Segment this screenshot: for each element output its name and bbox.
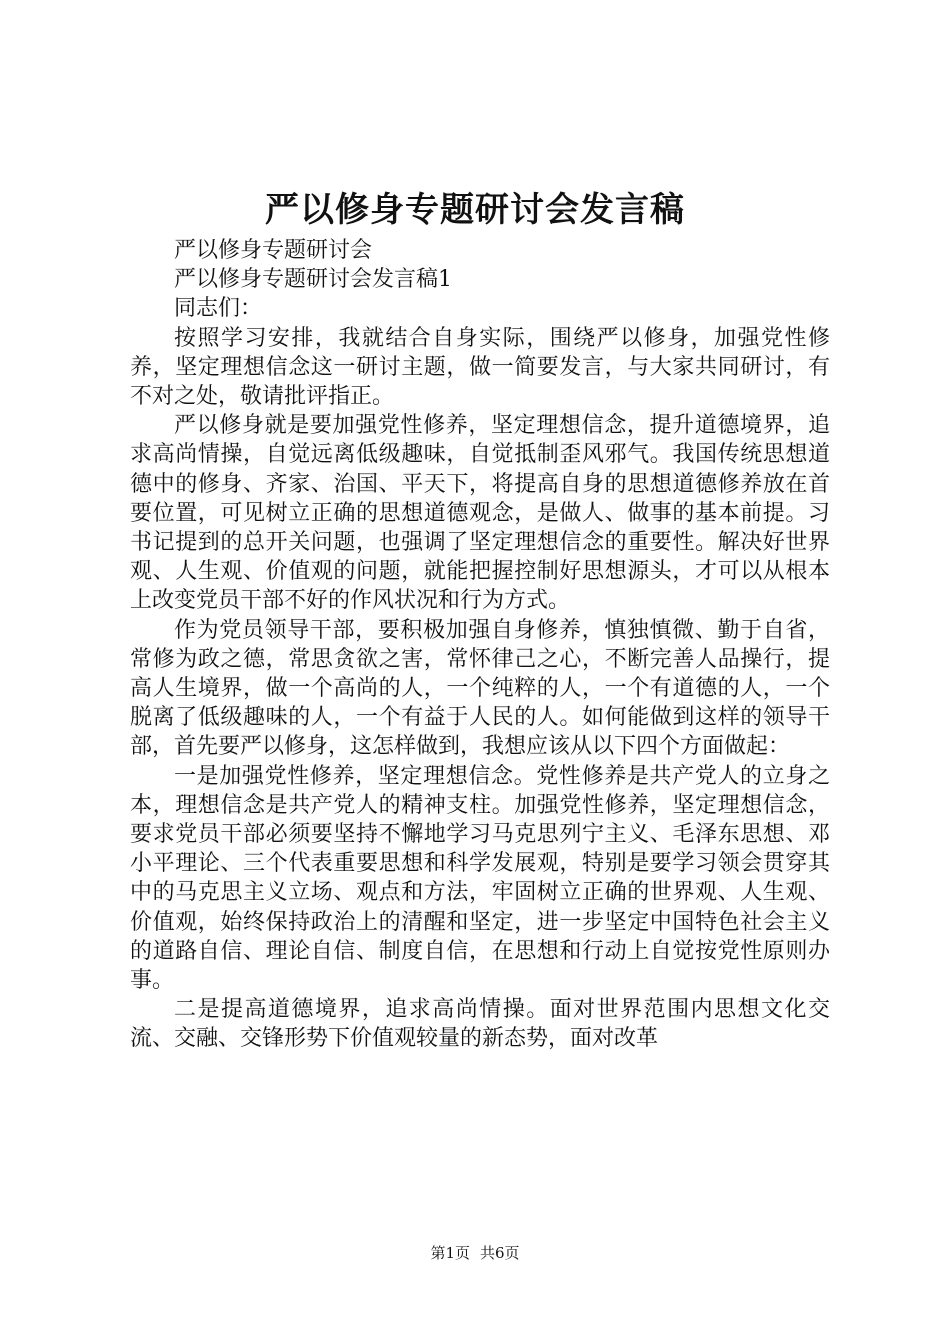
page-total: 共6页 xyxy=(480,1244,520,1262)
paragraph: 二是提高道德境界，追求高尚情操。面对世界范围内思想文化交流、交融、交锋形势下价值观较量的新态势，面对改革 xyxy=(130,997,830,1052)
document-body xyxy=(130,236,830,1054)
page-number: 第1页 xyxy=(430,1244,470,1262)
paragraph: 严以修身就是要加强党性修养，坚定理想信念，提升道德境界，追求高尚情操，自觉远离低级趣味，自觉抵制歪风邪气。我国传统思想道德中的修身、齐家、治国、平天下，将提高自身的思想道德修养放在首要位置，可见树立正确的思想道德观念，是做人、做事的基本前提。习书记提到的总开关问题，也强调了坚定理想信念的重要性。解决好世界观、人生观、价值观的问题，就能把握控制好思想源头，才可以从根本上改变党员干部不好的作风状况和行为方式。 xyxy=(130,413,830,614)
paragraph: 一是加强党性修养，坚定理想信念。党性修养是共产党人的立身之本，理想信念是共产党人的精神支柱。加强党性修养，坚定理想信念，要求党员干部必须要坚持不懈地学习马克思列宁主义、毛泽东思想、邓小平理论、三个代表重要思想和科学发展观，特别是要学习领会贯穿其中的马克思主义立场、观点和方法，牢固树立正确的世界观、人生观、价值观，始终保持政治上的清醒和坚定，进一步坚定中国特色社会主义的道路自信、理论自信、制度自信，在思想和行动上自觉按党性原则办事。 xyxy=(130,763,830,994)
page-footer xyxy=(0,1242,950,1264)
paragraph: 严以修身专题研讨会 xyxy=(174,238,373,263)
paragraph: 同志们： xyxy=(174,296,263,322)
document-title: 严以修身专题研讨会发言稿 xyxy=(265,190,685,230)
paragraph: 严以修身专题研讨会发言稿1 xyxy=(174,267,452,293)
paragraph: 作为党员领导干部，要积极加强自身修养，慎独慎微、勤于自省，常修为政之德，常思贪欲之害，常怀律己之心，不断完善人品操行，提高人生境界，做一个高尚的人，一个纯粹的人，一个有道德的人，一个脱离了低级趣味的人，一个有益于人民的人。如何能做到这样的领导干部，首先要严以修身，这怎样做到，我想应该从以下四个方面做起： xyxy=(130,617,830,760)
paragraph: 按照学习安排，我就结合自身实际，围绕严以修身，加强党性修养，坚定理想信念这一研讨主题，做一简要发言，与大家共同研讨，有不对之处，敬请批评指正。 xyxy=(130,325,830,410)
